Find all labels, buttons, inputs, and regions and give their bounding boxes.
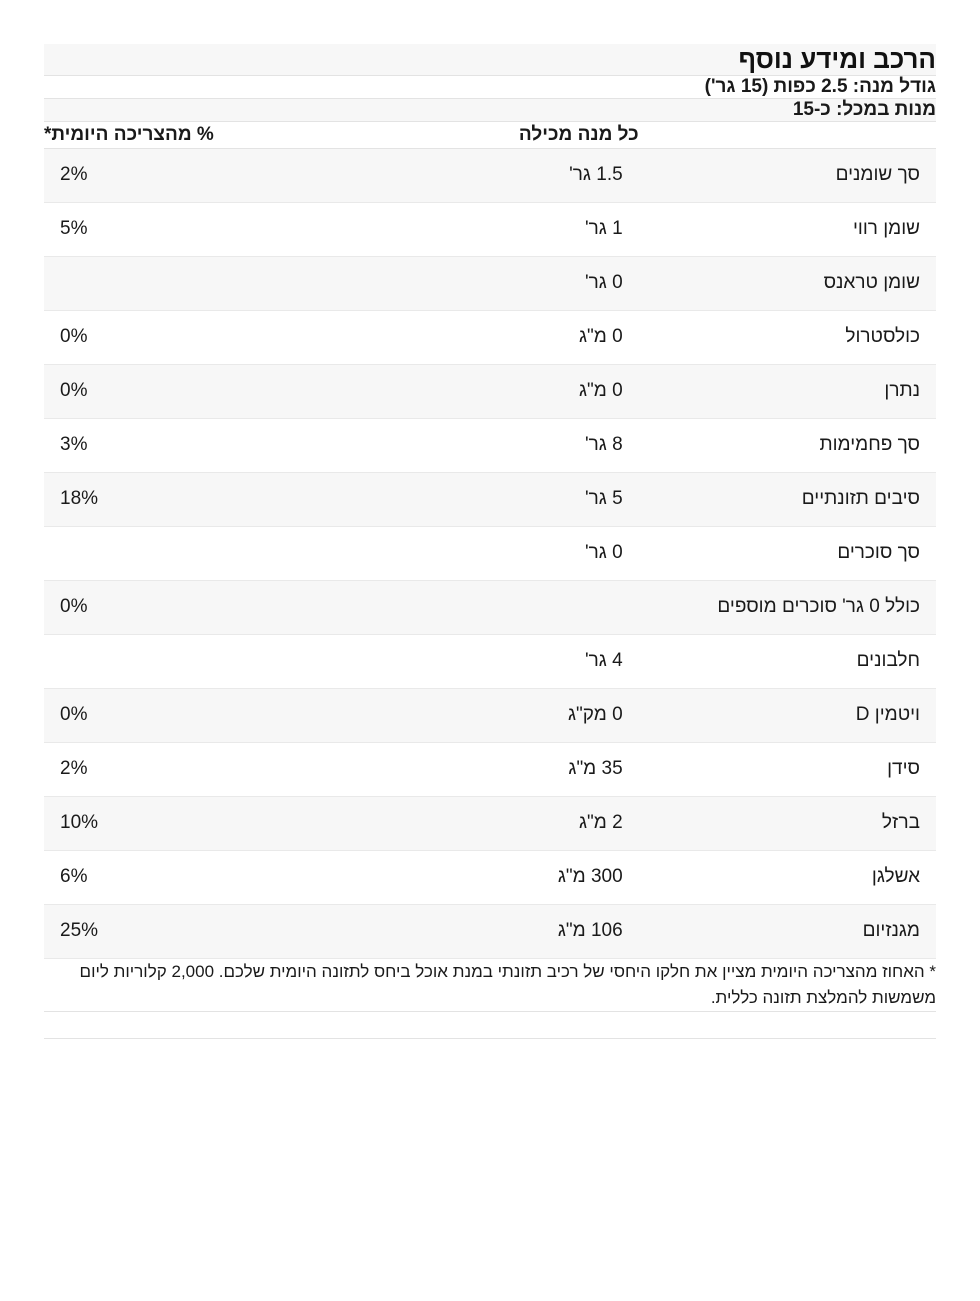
nutrient-amount: 0 מ"ג <box>341 364 638 418</box>
nutrition-panel <box>44 44 936 1039</box>
serving-size-text: גודל מנה: 2.5 כפות (15 גר') <box>704 76 936 97</box>
nutrient-name: סך סוכרים <box>639 526 936 580</box>
column-header-nutrient <box>639 122 936 149</box>
nutrient-daily-value: 10% <box>44 796 341 850</box>
nutrient-name: כולסטרול <box>639 310 936 364</box>
nutrient-name: שומן טראנס <box>639 256 936 310</box>
nutrient-daily-value <box>44 526 341 580</box>
column-header-amount: כל מנה מכילה <box>341 122 638 149</box>
nutrient-daily-value: 2% <box>44 148 341 202</box>
nutrient-name: כולל 0 גר' סוכרים מוספים <box>639 580 936 634</box>
nutrient-name: מגנזיום <box>639 904 936 958</box>
table-row <box>44 526 936 580</box>
table-row <box>44 688 936 742</box>
footnote-row <box>44 958 936 1012</box>
nutrient-name: נתרן <box>639 364 936 418</box>
servings-per-container-text: מנות במכל: כ-15 <box>792 99 936 120</box>
nutrient-amount: 1 גר' <box>341 202 638 256</box>
nutrient-amount: 300 מ"ג <box>341 850 638 904</box>
serving-size-row <box>44 76 936 99</box>
table-header-row <box>44 122 936 149</box>
nutrient-name: סידן <box>639 742 936 796</box>
nutrient-amount: 0 גר' <box>341 526 638 580</box>
nutrient-daily-value: 25% <box>44 904 341 958</box>
nutrient-name: ויטמין D <box>639 688 936 742</box>
nutrient-amount: 4 גר' <box>341 634 638 688</box>
nutrient-amount: 2 מ"ג <box>341 796 638 850</box>
table-row <box>44 904 936 958</box>
nutrient-rows <box>44 148 936 958</box>
table-row <box>44 256 936 310</box>
table-row <box>44 634 936 688</box>
nutrient-name: אשלגן <box>639 850 936 904</box>
nutrient-daily-value: 3% <box>44 418 341 472</box>
table-row <box>44 850 936 904</box>
nutrient-daily-value <box>44 634 341 688</box>
nutrient-amount: 0 גר' <box>341 256 638 310</box>
servings-per-container-row <box>44 99 936 122</box>
nutrient-daily-value <box>44 256 341 310</box>
nutrient-name: סיבים תזונתיים <box>639 472 936 526</box>
page-title: הרכב ומידע נוסף <box>738 44 936 74</box>
table-row <box>44 418 936 472</box>
nutrient-daily-value: 0% <box>44 688 341 742</box>
nutrient-daily-value: 6% <box>44 850 341 904</box>
nutrient-daily-value: 18% <box>44 472 341 526</box>
nutrient-amount <box>341 580 638 634</box>
nutrient-daily-value: 0% <box>44 310 341 364</box>
table-row <box>44 742 936 796</box>
nutrient-amount: 0 מק"ג <box>341 688 638 742</box>
nutrient-name: סך שומנים <box>639 148 936 202</box>
nutrient-name: ברזל <box>639 796 936 850</box>
nutrient-daily-value: 2% <box>44 742 341 796</box>
table-row <box>44 202 936 256</box>
nutrient-daily-value: 0% <box>44 364 341 418</box>
nutrient-name: חלבונים <box>639 634 936 688</box>
nutrient-amount: 1.5 גר' <box>341 148 638 202</box>
nutrition-table <box>44 44 936 1039</box>
panel-title-row <box>44 44 936 76</box>
table-row <box>44 148 936 202</box>
table-row <box>44 580 936 634</box>
nutrient-amount: 5 גר' <box>341 472 638 526</box>
table-row <box>44 364 936 418</box>
table-row <box>44 796 936 850</box>
nutrient-amount: 106 מ"ג <box>341 904 638 958</box>
nutrient-amount: 8 גר' <box>341 418 638 472</box>
nutrient-daily-value: 5% <box>44 202 341 256</box>
nutrient-amount: 0 מ"ג <box>341 310 638 364</box>
nutrient-name: שומן רווי <box>639 202 936 256</box>
table-row <box>44 310 936 364</box>
table-row <box>44 472 936 526</box>
footnote-text: * האחוז מהצריכה היומית מציין את חלקו היחסי של רכיב תזונתי במנת אוכל ביחס לתזונה היומית שלכם. 2,000 קלוריות ליום משמשות להמלצת תזונה כללית. <box>44 958 936 1012</box>
nutrient-daily-value: 0% <box>44 580 341 634</box>
panel-bottom-spacer <box>44 1012 936 1039</box>
nutrient-amount: 35 מ"ג <box>341 742 638 796</box>
nutrient-name: סך פחמימות <box>639 418 936 472</box>
column-header-daily-value: % מהצריכה היומית* <box>44 122 341 149</box>
